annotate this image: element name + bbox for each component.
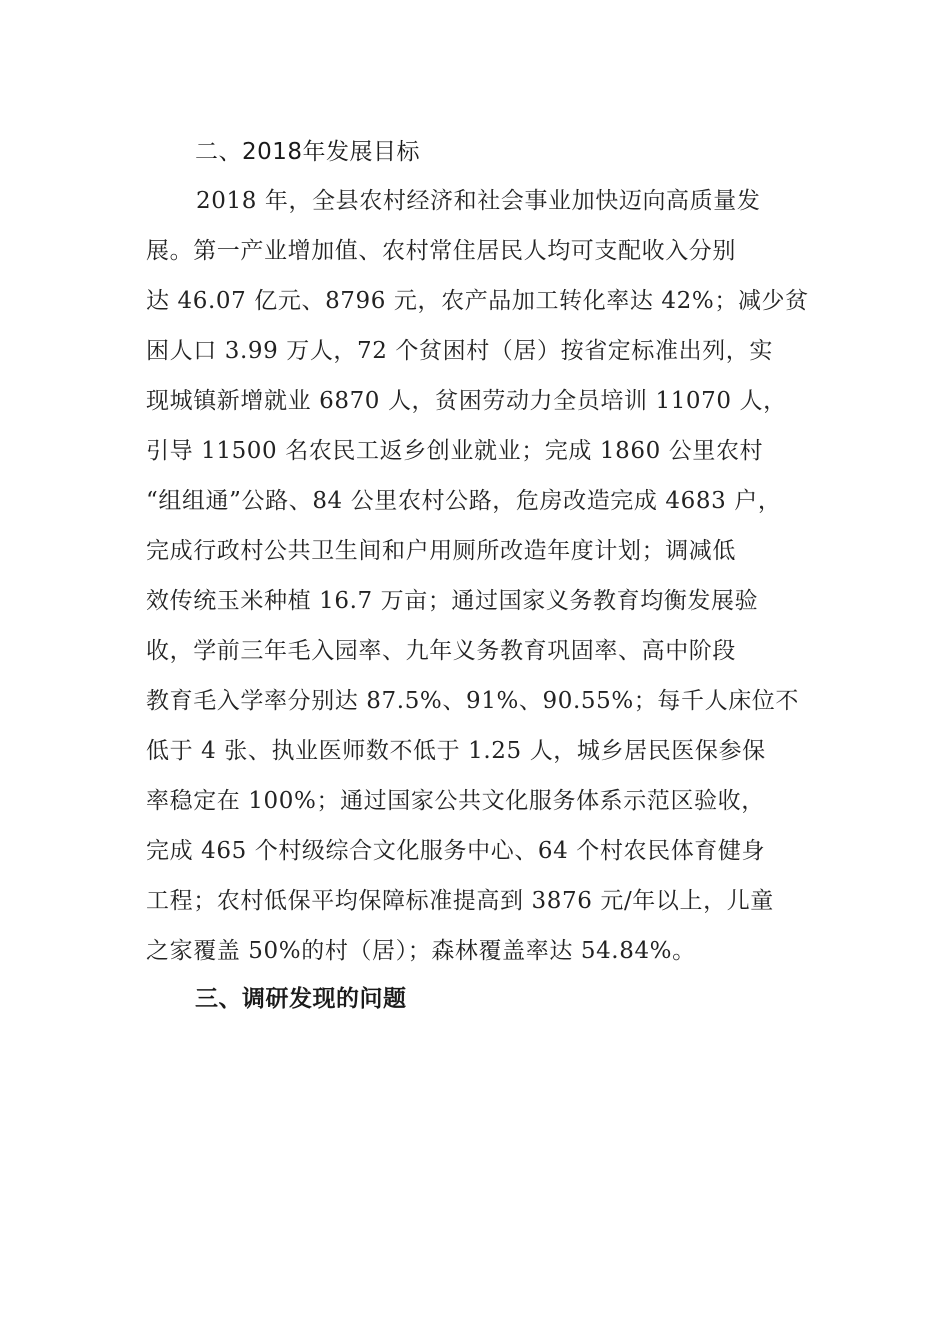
paragraph-line-5: 现城镇新增就业 6870 人，贫困劳动力全员培训 11070 人， bbox=[146, 388, 787, 414]
paragraph-line-9: 效传统玉米种植 16.7 万亩；通过国家义务教育均衡发展验 bbox=[146, 588, 759, 614]
paragraph-line-4: 困人口 3.99 万人，72 个贫困村（居）按省定标准出列，实 bbox=[146, 338, 774, 364]
paragraph-line-7: “组组通”公路、84 公里农村公路，危房改造完成 4683 户， bbox=[146, 488, 782, 514]
paragraph-line-16: 之家覆盖 50%的村（居）；森林覆盖率达 54.84%。 bbox=[146, 938, 696, 964]
paragraph-line-1: 2018 年，全县农村经济和社会事业加快迈向高质量发 bbox=[196, 188, 761, 214]
paragraph-line-12: 低于 4 张、执业医师数不低于 1.25 人，城乡居民医保参保 bbox=[146, 738, 766, 764]
paragraph-line-10: 收，学前三年毛入园率、九年义务教育巩固率、高中阶段 bbox=[146, 638, 736, 664]
paragraph-line-13: 率稳定在 100%；通过国家公共文化服务体系示范区验收， bbox=[146, 788, 765, 814]
paragraph-line-15: 工程；农村低保平均保障标准提高到 3876 元/年以上，儿童 bbox=[146, 888, 774, 914]
section-heading-research-problems: 三、调研发现的问题 bbox=[195, 986, 407, 1012]
paragraph-line-3: 达 46.07 亿元、8796 元，农产品加工转化率达 42%；减少贫 bbox=[146, 288, 809, 314]
section-heading-2018-goals: 二、2018年发展目标 bbox=[195, 139, 421, 165]
paragraph-line-14: 完成 465 个村级综合文化服务中心、64 个村农民体育健身 bbox=[146, 838, 766, 864]
paragraph-line-11: 教育毛入学率分别达 87.5%、91%、90.55%；每千人床位不 bbox=[146, 688, 799, 714]
paragraph-line-8: 完成行政村公共卫生间和户用厕所改造年度计划；调减低 bbox=[146, 538, 736, 564]
paragraph-line-6: 引导 11500 名农民工返乡创业就业；完成 1860 公里农村 bbox=[146, 438, 764, 464]
paragraph-line-2: 展。第一产业增加值、农村常住居民人均可支配收入分别 bbox=[146, 238, 736, 264]
